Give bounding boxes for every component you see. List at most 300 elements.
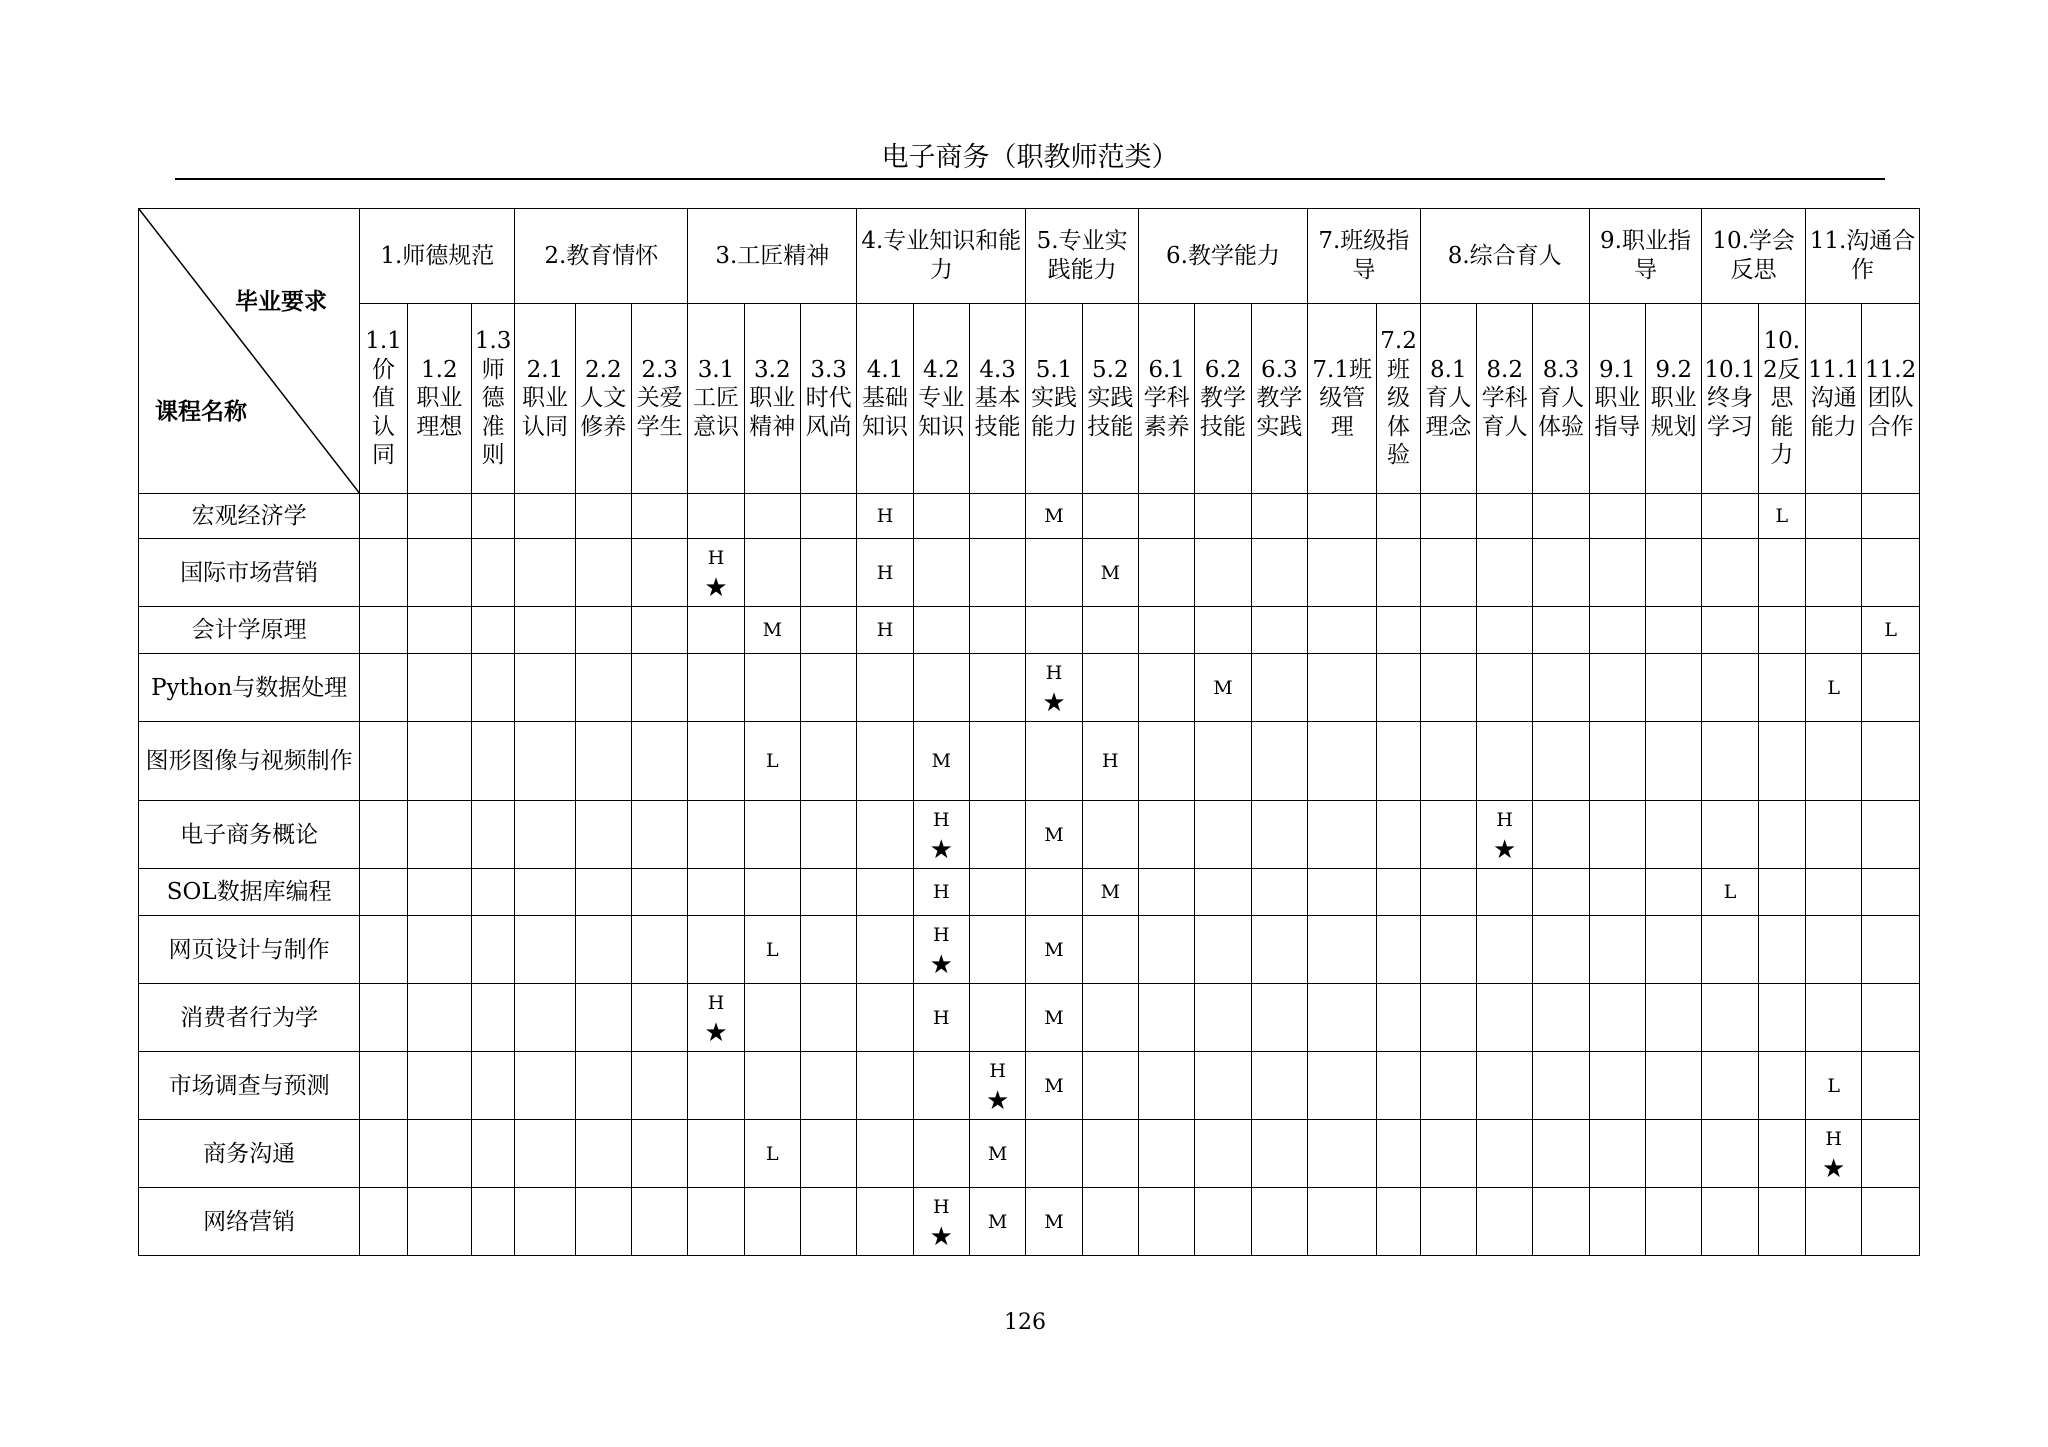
support-level-cell [360,539,407,607]
support-level-mark: L [765,938,779,961]
support-level-cell [1251,607,1307,654]
support-level-cell [1477,984,1533,1052]
table-row [139,1188,1920,1256]
support-level-cell [360,1052,407,1120]
support-level-cell [575,869,631,916]
support-level-cell [472,1188,515,1256]
support-level-cell [407,984,471,1052]
support-level-cell [1477,1188,1533,1256]
support-level-mark: M [1044,823,1064,846]
support-level-cell [1026,869,1082,916]
support-level-cell [1420,1188,1476,1256]
support-level-cell [744,984,800,1052]
support-level-cell [360,722,407,801]
support-level-cell [1646,607,1702,654]
graduation-requirement-label: 毕业要求 [235,289,327,315]
support-level-cell [1026,654,1082,722]
support-level-cell [969,801,1025,869]
sub-requirement-header [857,304,913,494]
support-level-cell [857,1120,913,1188]
support-level-cell [1026,1188,1082,1256]
support-level-cell [631,722,687,801]
support-level-cell [969,916,1025,984]
support-level-cell [1138,1120,1194,1188]
support-level-cell [1377,607,1420,654]
support-level-cell [515,494,575,539]
support-level-cell [1862,984,1920,1052]
course-name-cell: 图形图像与视频制作 [139,722,360,801]
sub-requirement-label: 5.1实践能力 [1030,356,1077,440]
support-level-cell [1138,801,1194,869]
support-level-cell [800,1188,856,1256]
support-level-cell [1307,984,1376,1052]
support-level-cell [1138,539,1194,607]
support-level-cell [1251,1120,1307,1188]
support-level-cell [575,1120,631,1188]
support-level-cell [800,1052,856,1120]
support-level-cell [407,539,471,607]
sub-requirement-header [1589,304,1645,494]
support-level-mark: H [989,1059,1006,1082]
sub-requirement-header [688,304,744,494]
support-level-cell [1589,539,1645,607]
support-level-cell [360,494,407,539]
support-level-cell [1138,722,1194,801]
table-row [139,869,1920,916]
support-level-cell [1138,916,1194,984]
support-level-cell [1862,539,1920,607]
support-level-cell [1251,539,1307,607]
support-level-cell [1420,916,1476,984]
title-rule [175,178,1885,180]
sub-requirement-header [1138,304,1194,494]
support-level-cell [1533,1188,1589,1256]
support-level-cell [1862,1120,1920,1188]
support-level-cell [1026,1120,1082,1188]
support-level-cell [1420,1052,1476,1120]
support-level-cell [1377,494,1420,539]
support-level-cell [360,984,407,1052]
support-level-cell [1477,1052,1533,1120]
support-level-cell [1805,869,1861,916]
sub-requirement-header [1195,304,1251,494]
support-level-cell [1589,722,1645,801]
star-icon: ★ [704,1017,728,1048]
support-level-cell [1420,654,1476,722]
support-level-cell [1195,654,1251,722]
course-name-cell: SOL数据库编程 [139,869,360,916]
support-level-cell [688,722,744,801]
support-level-cell [688,916,744,984]
support-level-mark: L [1884,619,1897,641]
support-level-cell [1138,1188,1194,1256]
support-level-cell [1477,722,1533,801]
star-icon: ★ [985,1085,1010,1116]
support-level-mark: M [1044,505,1064,527]
support-level-cell [1805,607,1861,654]
support-level-cell [913,1188,969,1256]
support-level-cell [1082,801,1138,869]
requirement-group-header: 11.沟通合作 [1805,209,1919,304]
support-level-cell [575,984,631,1052]
support-level-cell [1377,722,1420,801]
support-level-cell [1805,916,1861,984]
course-name-cell: 消费者行为学 [139,984,360,1052]
sub-requirement-header [1082,304,1138,494]
support-level-cell [969,1052,1025,1120]
support-level-mark: M [1044,1006,1064,1029]
support-level-cell [1307,1052,1376,1120]
sub-requirement-header [1805,304,1861,494]
support-level-cell [1138,494,1194,539]
support-level-cell [575,539,631,607]
support-level-cell [857,494,913,539]
support-level-cell [1420,607,1476,654]
support-level-cell [1758,916,1805,984]
sub-requirement-label: 3.1工匠意识 [692,356,739,440]
support-level-cell [1420,722,1476,801]
support-level-cell [1862,1188,1920,1256]
support-level-cell [744,916,800,984]
support-level-cell [800,722,856,801]
support-level-mark: H [933,1195,950,1218]
sub-requirement-header [1477,304,1533,494]
support-level-cell [407,607,471,654]
support-level-cell [515,607,575,654]
support-level-cell [1646,1052,1702,1120]
table-row [139,984,1920,1052]
support-level-cell [688,984,744,1052]
support-level-cell [1420,869,1476,916]
table-row [139,916,1920,984]
support-level-cell [800,984,856,1052]
support-level-cell [913,654,969,722]
support-level-cell [688,1188,744,1256]
support-level-cell [1477,494,1533,539]
support-level-cell [1307,916,1376,984]
support-level-cell [1307,722,1376,801]
support-level-cell [1082,494,1138,539]
support-level-cell [1533,1052,1589,1120]
support-level-cell [515,722,575,801]
sub-requirement-header [631,304,687,494]
support-level-cell [1646,654,1702,722]
support-level-cell [1251,869,1307,916]
star-icon: ★ [1493,834,1517,865]
star-icon: ★ [929,1221,953,1252]
support-level-cell [1862,722,1920,801]
course-name-cell: 市场调查与预测 [139,1052,360,1120]
course-name-cell: 电子商务概论 [139,801,360,869]
support-level-cell [407,916,471,984]
course-name-cell: 国际市场营销 [139,539,360,607]
sub-requirement-label: 8.1育人理念 [1425,356,1472,440]
support-level-cell [744,494,800,539]
support-level-cell [1589,1188,1645,1256]
support-level-cell [1533,607,1589,654]
sub-requirement-label: 6.1学科素养 [1143,356,1190,440]
course-requirement-matrix [138,208,1920,1256]
support-level-cell [1805,801,1861,869]
support-level-cell [631,984,687,1052]
support-level-cell [688,654,744,722]
table-row [139,539,1920,607]
sub-requirement-header [800,304,856,494]
support-level-mark: M [1044,1074,1064,1097]
support-level-cell [407,1188,471,1256]
support-level-cell [1805,722,1861,801]
support-level-cell [913,607,969,654]
support-level-cell [1477,916,1533,984]
sub-requirement-label: 6.2教学技能 [1199,356,1246,440]
sub-requirement-header [1377,304,1420,494]
support-level-cell [407,654,471,722]
support-level-mark: H [933,1006,950,1029]
support-level-mark: M [1100,561,1121,584]
support-level-cell [1589,1120,1645,1188]
sub-requirement-header [407,304,471,494]
support-level-cell [515,1120,575,1188]
requirement-group-header: 3.工匠精神 [688,209,857,304]
sub-requirement-header [1646,304,1702,494]
support-level-cell [1026,1052,1082,1120]
support-level-cell [1702,654,1758,722]
support-level-cell [857,869,913,916]
star-icon: ★ [929,834,953,865]
support-level-cell [515,801,575,869]
support-level-cell [913,869,969,916]
support-level-cell [1533,801,1589,869]
support-level-cell [575,654,631,722]
sub-requirement-label: 5.2实践技能 [1087,356,1134,440]
support-level-cell [688,539,744,607]
support-level-cell [1533,916,1589,984]
support-level-cell [1251,801,1307,869]
support-level-cell [744,607,800,654]
support-level-cell [1533,869,1589,916]
support-level-cell [1589,494,1645,539]
support-level-cell [1420,494,1476,539]
support-level-mark: L [1827,1074,1840,1097]
support-level-cell [1702,722,1758,801]
support-level-cell [360,916,407,984]
support-level-mark: H [707,991,725,1014]
support-level-cell [1377,1188,1420,1256]
support-level-mark: L [765,750,779,772]
support-level-cell [1589,916,1645,984]
support-level-mark: M [1100,881,1121,903]
sub-requirement-header [744,304,800,494]
support-level-cell [1377,539,1420,607]
support-level-cell [1533,494,1589,539]
support-level-cell [1377,916,1420,984]
support-level-cell [857,984,913,1052]
support-level-cell [1138,1052,1194,1120]
support-level-cell [1862,916,1920,984]
support-level-cell [1026,722,1082,801]
sub-requirement-header [472,304,515,494]
support-level-cell [1251,916,1307,984]
table-row [139,722,1920,801]
support-level-cell [1702,1120,1758,1188]
support-level-cell [800,869,856,916]
course-name-cell: 宏观经济学 [139,494,360,539]
support-level-cell [744,1188,800,1256]
star-icon: ★ [704,572,728,603]
support-level-cell [1082,607,1138,654]
star-icon: ★ [929,949,953,980]
support-level-cell [857,607,913,654]
support-level-cell [1758,607,1805,654]
support-level-cell [515,1052,575,1120]
support-level-cell [688,1052,744,1120]
sub-requirement-header [1758,304,1805,494]
support-level-cell [575,722,631,801]
support-level-cell [575,607,631,654]
support-level-mark: M [987,1142,1008,1165]
support-level-mark: H [933,881,950,903]
sub-requirement-label: 11.2团队合作 [1865,356,1917,440]
support-level-cell [1082,869,1138,916]
support-level-cell [857,654,913,722]
support-level-cell [800,916,856,984]
support-level-cell [575,916,631,984]
support-level-cell [1758,1052,1805,1120]
support-level-cell [688,494,744,539]
sub-requirement-label: 4.1基础知识 [861,356,908,440]
support-level-cell [1702,869,1758,916]
support-level-cell [575,801,631,869]
support-level-cell [1477,607,1533,654]
course-name-cell: Python与数据处理 [139,654,360,722]
support-level-cell [744,654,800,722]
support-level-cell [1307,539,1376,607]
support-level-cell [1377,1120,1420,1188]
support-level-cell [631,494,687,539]
support-level-cell [1138,984,1194,1052]
sub-requirement-label: 2.3关爱学生 [636,356,683,440]
support-level-cell [360,1188,407,1256]
support-level-mark: H [876,561,894,584]
support-level-cell [407,1052,471,1120]
sub-requirement-header [1307,304,1376,494]
table-row [139,1052,1920,1120]
support-level-cell [1082,722,1138,801]
sub-requirement-header [1862,304,1920,494]
support-level-cell [1026,916,1082,984]
support-level-cell [744,801,800,869]
support-level-cell [1138,869,1194,916]
support-level-cell [631,1120,687,1188]
support-level-cell [575,494,631,539]
support-level-cell [1307,654,1376,722]
course-name-cell: 商务沟通 [139,1120,360,1188]
support-level-cell [1026,801,1082,869]
support-level-cell [1862,1052,1920,1120]
sub-requirement-label: 9.2职业规划 [1650,356,1697,440]
support-level-cell [1082,916,1138,984]
page-number: 126 [1004,1310,1046,1335]
support-level-mark: H [1825,1127,1842,1150]
support-level-cell [1533,1120,1589,1188]
support-level-cell [472,984,515,1052]
support-level-cell [1758,1188,1805,1256]
table-row [139,1120,1920,1188]
support-level-cell [1195,607,1251,654]
support-level-cell [800,1120,856,1188]
sub-requirement-header [1026,304,1082,494]
requirement-group-header: 7.班级指导 [1307,209,1420,304]
sub-requirement-header [1533,304,1589,494]
support-level-cell [631,539,687,607]
support-level-cell [472,1120,515,1188]
sub-requirement-label: 10.2反思能力 [1763,328,1801,469]
support-level-cell [1702,607,1758,654]
sub-requirement-label: 9.1职业指导 [1594,356,1641,440]
support-level-cell [407,722,471,801]
support-level-cell [472,494,515,539]
support-level-cell [1251,1052,1307,1120]
support-level-cell [407,1120,471,1188]
support-level-cell [631,1188,687,1256]
support-level-cell [1420,801,1476,869]
support-level-cell [1805,1052,1861,1120]
support-level-cell [1533,722,1589,801]
support-level-mark: M [1213,676,1233,699]
corner-header [139,209,360,494]
support-level-cell [1646,1188,1702,1256]
support-level-cell [515,916,575,984]
sub-requirement-header [913,304,969,494]
support-level-cell [969,539,1025,607]
support-level-cell [1307,801,1376,869]
support-level-cell [913,494,969,539]
star-icon: ★ [1821,1153,1846,1184]
support-level-cell [1420,984,1476,1052]
support-level-cell [1646,869,1702,916]
support-level-cell [1026,539,1082,607]
support-level-cell [800,654,856,722]
sub-requirement-header [969,304,1025,494]
course-name-cell: 网页设计与制作 [139,916,360,984]
support-level-cell [913,1052,969,1120]
support-level-cell [969,654,1025,722]
support-level-cell [1082,1188,1138,1256]
support-level-cell [1026,607,1082,654]
support-level-cell [407,494,471,539]
support-level-cell [688,801,744,869]
support-level-cell [1589,801,1645,869]
support-level-cell [913,722,969,801]
support-level-cell [969,1188,1025,1256]
support-level-cell [1307,494,1376,539]
support-level-cell [1758,1120,1805,1188]
support-level-cell [744,1052,800,1120]
support-level-cell [1646,916,1702,984]
sub-requirement-label: 11.1沟通能力 [1808,356,1860,440]
support-level-cell [1758,869,1805,916]
support-level-cell [744,722,800,801]
support-level-cell [1758,722,1805,801]
support-level-cell [744,539,800,607]
sub-requirement-label: 6.3教学实践 [1256,356,1303,440]
support-level-cell [360,801,407,869]
support-level-cell [913,984,969,1052]
support-level-cell [688,1120,744,1188]
support-level-cell [1589,869,1645,916]
support-level-cell [1758,984,1805,1052]
support-level-cell [631,607,687,654]
